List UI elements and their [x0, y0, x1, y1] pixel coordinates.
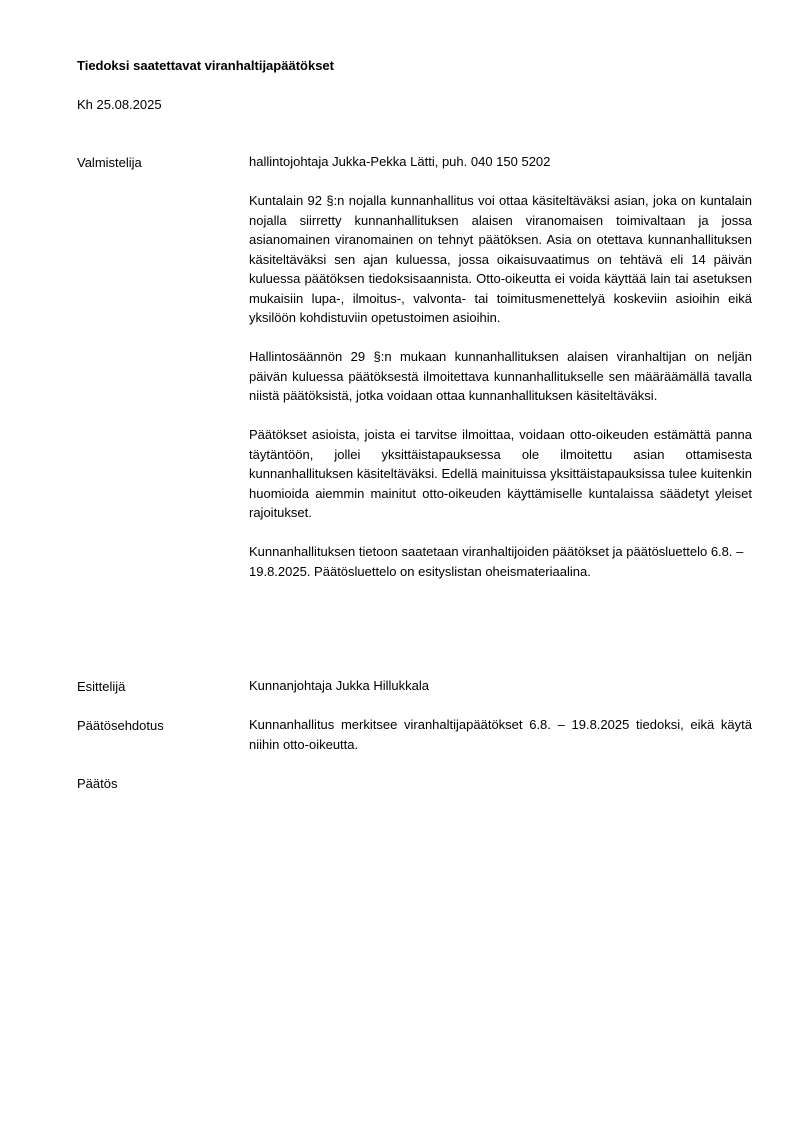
- decision-label: Päätös: [77, 776, 118, 791]
- preparer-body: [249, 191, 752, 581]
- document-title: Tiedoksi saatettavat viranhaltijapäätökset: [77, 58, 334, 73]
- body-paragraph: Kuntalain 92 §:n nojalla kunnanhallitus voi ottaa käsiteltäväksi asian, joka on kuntalain nojalla siirretty kunnanhallituksen alaisen viranomaisen toimivaltaan ja jossa asianomainen viranomainen on tehnyt päätöksen. Asia on otettava kunnanhallituksen käsiteltäväksi sen ajan kuluessa, jossa oikaisuvaatimus on tehtävä eli 14 päivän kuluessa päätöksen tiedoksisaannista. Otto-oikeutta ei voida käyttää lain tai asetuksen mukaisiin lupa-, ilmoitus-, valvonta- tai toimitusmenettelyä koskeviin asioihin eikä yksilöön kohdistuviin opetustoimen asioihin.: [249, 193, 752, 325]
- proposal-value: Kunnanhallitus merkitsee viranhaltijapäätökset 6.8. – 19.8.2025 tiedoksi, eikä käytä niihin otto-oikeutta.: [249, 717, 752, 752]
- preparer-contact: hallintojohtaja Jukka-Pekka Lätti, puh. 040 150 5202: [249, 154, 551, 169]
- body-paragraph: Hallintosäännön 29 §:n mukaan kunnanhallituksen alaisen viranhaltijan on neljän päivän kuluessa päätöksestä ilmoitettava kunnanhallitukselle sen määräämällä tavalla niistä päätöksistä, jotka voidaan ottaa kunnanhallituksen käsiteltäväksi.: [249, 349, 752, 403]
- proposal-label: Päätösehdotus: [77, 718, 164, 733]
- presenter-value: Kunnanjohtaja Jukka Hillukkala: [249, 678, 429, 693]
- body-paragraph: Päätökset asioista, joista ei tarvitse ilmoittaa, voidaan otto-oikeuden estämättä panna täytäntöön, jollei yksittäistapauksessa ole ilmoitettu asian ottamisesta kunnanhallituksen käsiteltäväksi. Edellä mainituissa yksittäistapauksissa tulee kuitenkin huomioida aiemmin mainitut otto-oikeuden käyttämiselle kuntalaissa säädetyt yleiset rajoitukset.: [249, 427, 752, 520]
- preparer-label: Valmistelija: [77, 155, 142, 170]
- meeting-reference: Kh 25.08.2025: [77, 97, 162, 112]
- body-paragraph: Kunnanhallituksen tietoon saatetaan viranhaltijoiden päätökset ja päätösluettelo 6.8. – 19.8.2025. Päätösluettelo on esityslistan oheismateriaalina.: [249, 544, 744, 579]
- presenter-label: Esittelijä: [77, 679, 126, 694]
